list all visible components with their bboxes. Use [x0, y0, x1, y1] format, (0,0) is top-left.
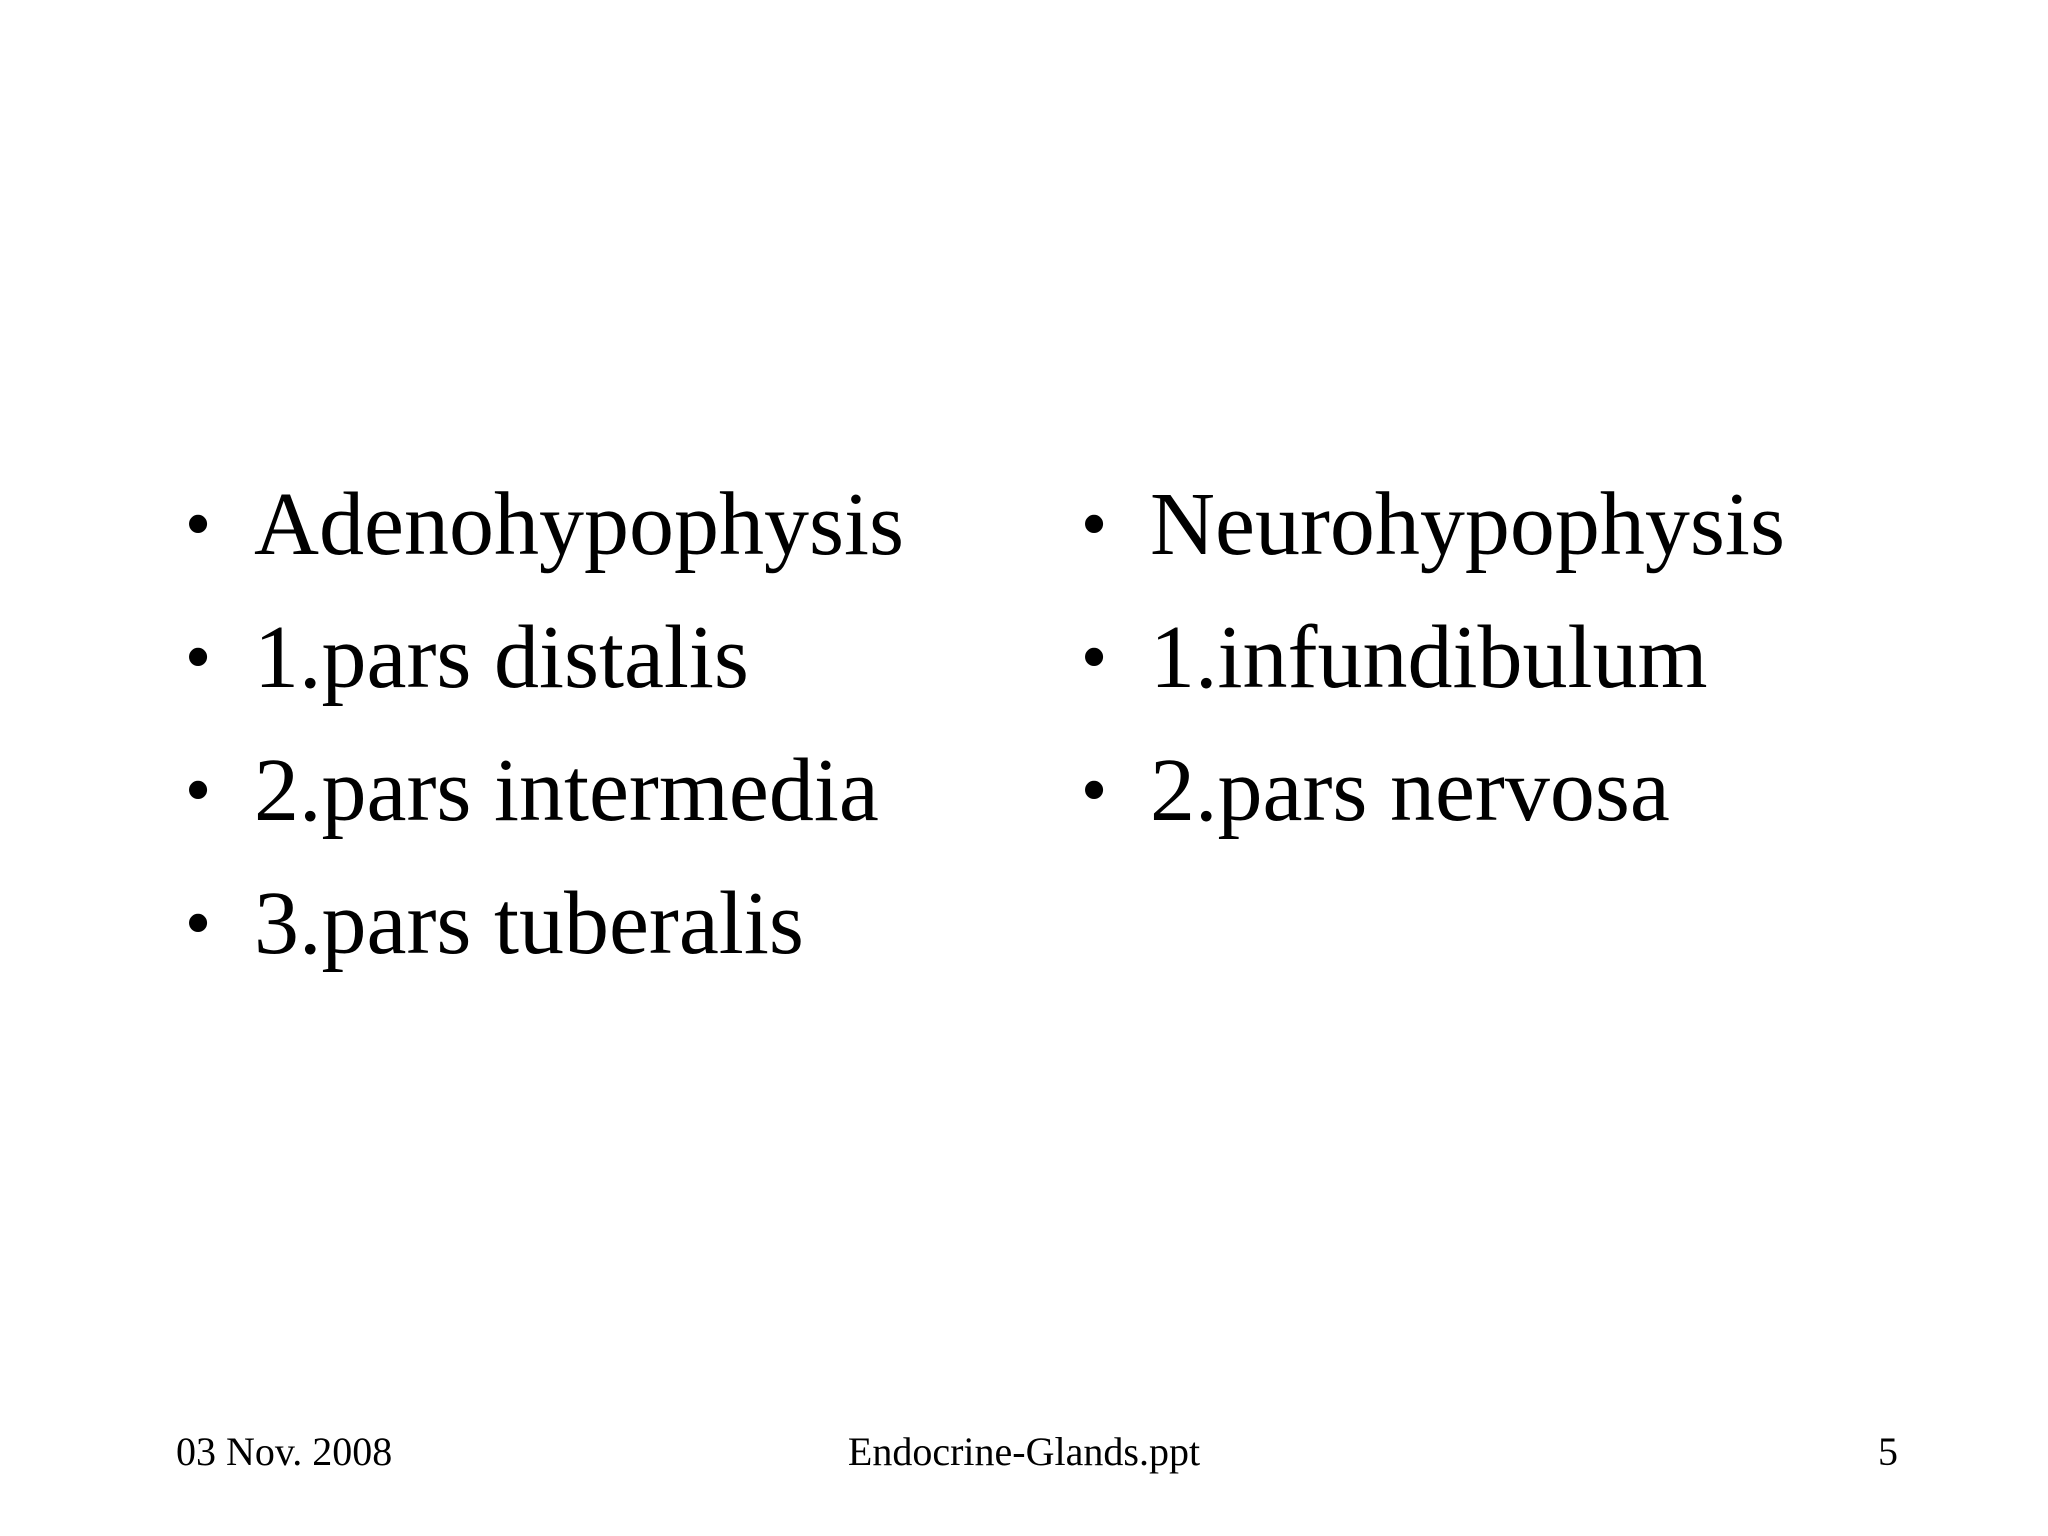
right-bullet-list [1074, 458, 1934, 857]
bullet-text: 2.pars intermedia [254, 741, 879, 840]
bullet-text: 2.pars nervosa [1150, 741, 1670, 840]
left-bullet-list [178, 458, 1038, 990]
bullet-item [178, 857, 1038, 990]
bullet-icon: • [1080, 482, 1108, 566]
bullet-icon: • [184, 615, 212, 699]
bullet-item [178, 591, 1038, 724]
bullet-item [1074, 724, 1934, 857]
footer-date: 03 Nov. 2008 [176, 1429, 393, 1474]
bullet-item [178, 724, 1038, 857]
bullet-text: Adenohypophysis [254, 475, 904, 574]
footer-filename: Endocrine-Glands.ppt [847, 1429, 1201, 1474]
bullet-icon: • [184, 881, 212, 965]
bullet-text: 3.pars tuberalis [254, 874, 804, 973]
bullet-text: Neurohypophysis [1150, 475, 1785, 574]
footer-page-number: 5 [1878, 1429, 1898, 1474]
bullet-text: 1.infundibulum [1150, 608, 1708, 707]
bullet-text: 1.pars distalis [254, 608, 749, 707]
bullet-icon: • [184, 482, 212, 566]
bullet-item [1074, 591, 1934, 724]
bullet-item [178, 458, 1038, 591]
bullet-icon: • [1080, 748, 1108, 832]
bullet-icon: • [184, 748, 212, 832]
bullet-icon: • [1080, 615, 1108, 699]
bullet-item [1074, 458, 1934, 591]
